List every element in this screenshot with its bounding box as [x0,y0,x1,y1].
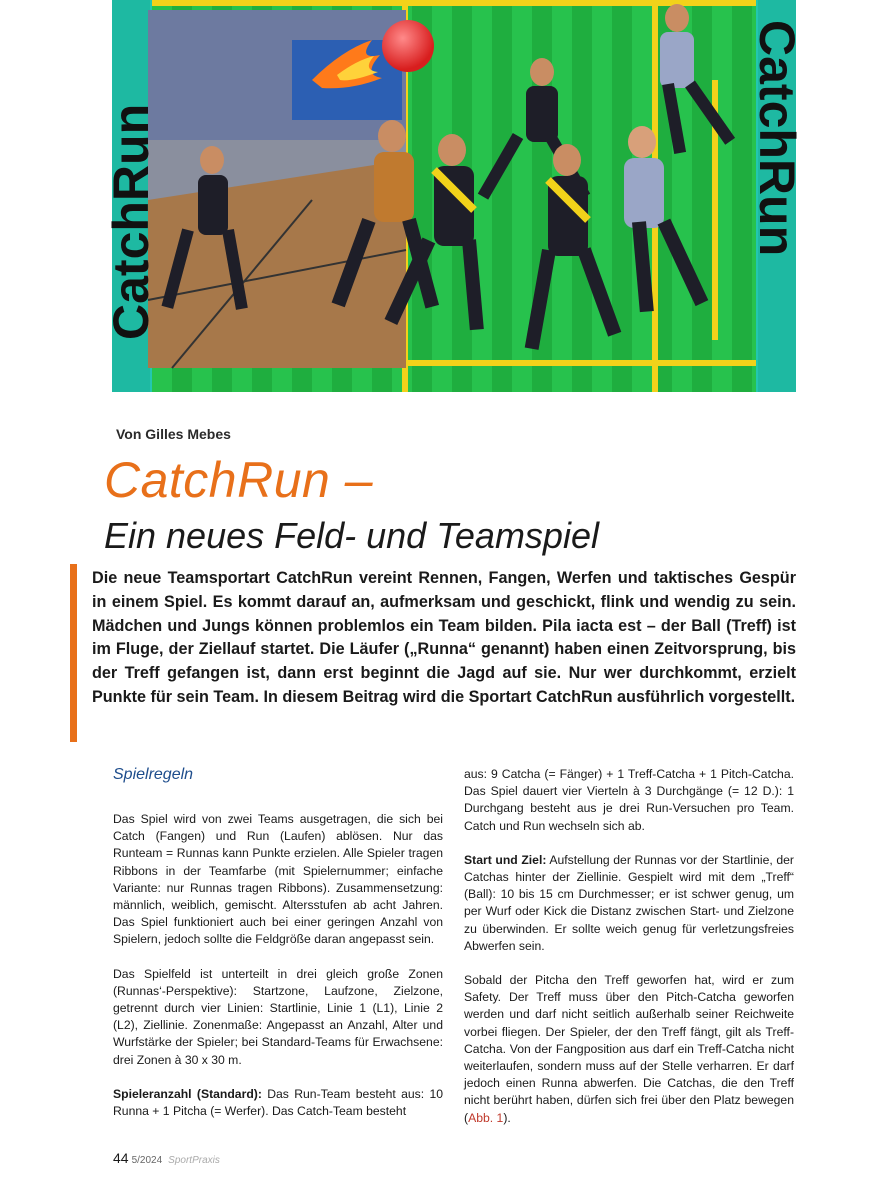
byline: Von Gilles Mebes [116,426,231,442]
issue-number: 5/2024 [131,1155,163,1166]
hero-image [103,0,805,392]
magazine-name: SportPraxis [168,1155,220,1166]
right-column [464,766,794,1144]
paragraph [464,972,794,1127]
page-number: 44 [113,1150,129,1166]
figure-reference-link[interactable]: Abb. 1 [468,1110,504,1125]
paragraph-label: Spieleranzahl (Standard): [113,1086,262,1101]
paragraph: Das Spiel wird von zwei Teams ausgetragen, die sich bei Catch (Fangen) und Run (Laufen) ablösen. Nur das Runteam = Runnas kann Punkte erzielen. Alle Spieler tragen Ribbons in der Teamfarbe (mit Spielernummer; einfache Variante: nur Runnas tragen Ribbons). Zusammensetzung: männlich, weiblich, gemischt. Altersstufen ab acht Jahren. Das Spiel funktioniert auch bei einer geringen Anzahl von Spielern, jedoch sollte die Feldgröße daran angepasst sein. [113,812,443,947]
paragraph-text: ). [503,1110,511,1125]
paragraph [464,852,794,955]
section-heading: Spielregeln [113,766,194,783]
page-footer [113,1150,220,1166]
article-title: CatchRun – [104,452,374,508]
lead-paragraph: Die neue Teamsportart CatchRun vereint Rennen, Fangen, Werfen und taktisches Gespür in einem Spiel. Es kommt darauf an, aufmerksam und geschickt, flink und wendig zu sein. Mädchen und Jungs können problemlos ein Team bilden. Pila iacta est – der Ball (Treff) ist im Fluge, der Ziellauf startet. Die Läufer („Runna“ genannt) haben einen Zeitvorsprung, bis der Treff gefangen ist, dann erst beginnt die Jagd auf sie. Nur wer durchkommt, erzielt Punkte für sein Team. In diesem Beitrag wird die Sportart CatchRun ausführlich vorgestellt. [92,569,796,706]
paragraph: Das Spielfeld ist unterteilt in drei gleich große Zonen (Runnas‘-Perspektive): Startzone, Laufzone, Zielzone, getrennt durch vier Linien: Startlinie, Linie 1 (L1), Linie 2 (L2), Ziellinie. Zonenmaße: Angepasst an Anzahl, Alter und Wurfstärke der Spieler; bei Standard-Teams für Erwachsene: drei Zonen à 30 x 30 m. [113,966,443,1067]
paragraph-text: Sobald der Pitcha den Treff geworfen hat, wird er zum Safety. Der Treff muss über den Pitch-Catcha geworfen werden und darf nicht seitlich außerhalb seiner Reichweite vorbei fliegen. Der Spieler, der den Treff fängt, gilt als Treff-Catcha. Von der Fangposition aus darf ein Treff-Catcha nicht weiterlaufen, sondern muss auf der Stelle verharren. Er darf jedoch einen Runna abwerfen. Die Catchas, die den Treff nicht berührt haben, dürfen sich frei über den Platz bewegen ( [464,973,794,1125]
brand-left: CatchRun [103,103,159,340]
lead-accent-bar [70,564,77,742]
paragraph: aus: 9 Catcha (= Fänger) + 1 Treff-Catcha + 1 Pitch-Catcha. Das Spiel dauert vier Vierteln à 3 Durchgänge (= 12 D.): 1 Durchgang besteht aus je drei Run-Versuchen pro Team. Catch und Run wechseln sich ab. [464,767,794,833]
paragraph [113,1086,443,1120]
paragraph-label: Start und Ziel: [464,852,547,867]
left-column [113,764,443,1137]
paragraph-text: Aufstellung der Runnas vor der Startlinie, der Catchas hinter der Ziellinie. Gespielt wird mit dem „Treff“ (Ball): 10 bis 15 cm Durchmesser; er ist schwer genug, um per Wurf oder Kick die Distanz zwischen Start- und Zielzone zu überwinden. Er sollte weich genug für verletzungsfreies Abwerfen sein. [464,852,794,953]
paragraph-text: Das Run-Team besteht aus: 10 Runna + 1 Pitcha (= Werfer). Das Catch-Team besteht [113,1086,443,1119]
brand-right: CatchRun [749,20,805,257]
article-subtitle: Ein neues Feld- und Teamspiel [104,515,599,556]
